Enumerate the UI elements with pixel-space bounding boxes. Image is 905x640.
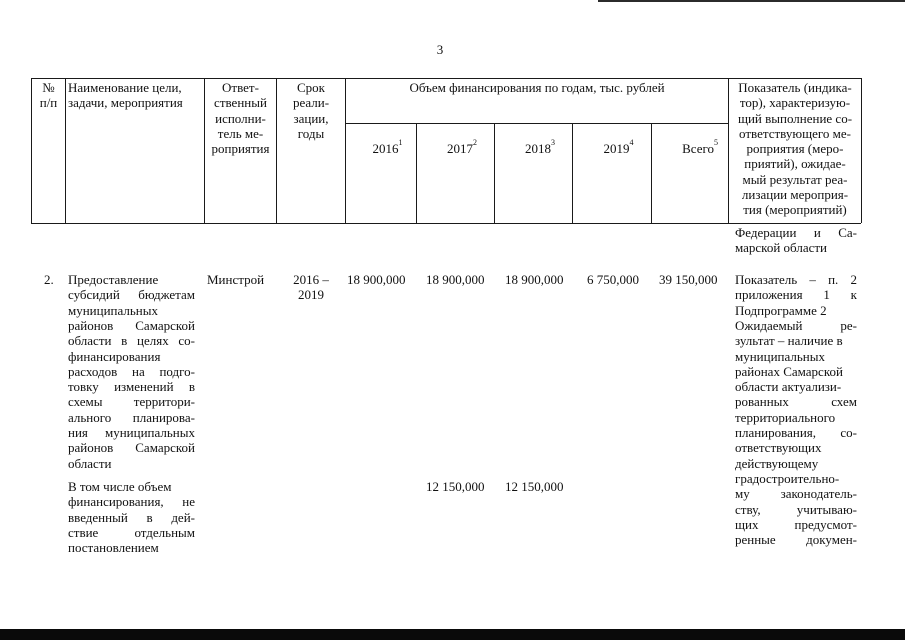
measure-subnote-line: финансирования, не <box>68 494 195 510</box>
top-edge-mark <box>598 0 905 2</box>
carryover-line-2: марской области <box>735 240 827 255</box>
indicator-line: ответствующих <box>735 440 822 456</box>
indicator-line: ренные докумен- <box>735 532 857 548</box>
row-number: 2. <box>44 272 54 287</box>
year-2016: 2016$^1$ <box>372 138 403 157</box>
measure-name-line: товку изменений в <box>68 379 195 395</box>
indicator-line: области актуализи- <box>735 379 842 395</box>
header-num: № п/п <box>39 80 58 111</box>
measure-name-line: районов Самарской <box>68 317 195 333</box>
indicator-line: зультат – наличие в <box>735 333 843 349</box>
measure-name-line: области в целях со- <box>68 333 195 349</box>
indicator-line: территориального <box>735 409 836 425</box>
header-financing: Объем финансирования по годам, тыс. рублей <box>409 80 665 95</box>
value-2019: 6 750,000 <box>587 272 639 287</box>
page-number: 3 <box>436 42 444 57</box>
measure-subnote-line: введенный в дей- <box>68 509 195 525</box>
measure-name-line: районов Самарской <box>68 440 195 456</box>
measure-name-line: ального планирова- <box>68 409 195 425</box>
carryover-line-1: Федерации и Са- <box>735 225 857 240</box>
measure-subnote-line: В том числе объем <box>68 479 172 494</box>
indicator-line: рованных схем <box>735 394 857 410</box>
value-total: 39 150,000 <box>659 272 718 287</box>
scan-bottom-edge <box>0 629 905 640</box>
header-indicator: Показатель (индика- тор), характеризую- щий выполнение со- ответствующего ме- роприятия (меро- приятий), ожидае- мый результат реа- лизации мероприя- тия (мероприятий) <box>737 80 853 218</box>
indicator-line: ству, учитываю- <box>735 501 857 517</box>
measure-subnote-line: ствие отдельным <box>68 524 195 540</box>
indicator-line: планирования, со- <box>735 425 857 440</box>
measure-name-line: финансирования <box>68 348 161 364</box>
sub-value-2018: 12 150,000 <box>505 479 564 494</box>
sub-value-2017: 12 150,000 <box>426 479 485 494</box>
term-start: 2016 – <box>293 272 329 287</box>
measure-name-line: Предоставление <box>68 272 159 287</box>
header-responsible: Ответ- ственный исполни- тель ме- роприятия <box>211 80 270 157</box>
indicator-line: приложения 1 к <box>735 287 857 303</box>
indicator-line: Показатель – п. 2 <box>735 272 857 287</box>
indicator-line: му законодатель- <box>735 486 857 502</box>
header-term: Срок реали- зации, годы <box>292 80 330 141</box>
measure-name-line: области <box>68 455 112 471</box>
year-2018: 2018$^3$ <box>525 138 555 157</box>
indicator-line: Подпрограмме 2 <box>735 302 827 318</box>
indicator-line: действующему <box>735 455 819 471</box>
indicator-line: муниципальных <box>735 348 826 364</box>
measure-name-line: субсидий бюджетам <box>68 287 195 303</box>
year-2019: 2019$^4$ <box>603 138 634 157</box>
indicator-line: градостроительно- <box>735 470 840 486</box>
indicator-line: районах Самарской <box>735 363 843 379</box>
measure-name-line: схемы территори- <box>68 394 195 410</box>
measure-name-line: расходов на подго- <box>68 363 195 379</box>
responsible-executor: Минстрой <box>207 272 265 287</box>
term-end: 2019 <box>298 287 324 302</box>
measure-subnote-line: постановлением <box>68 540 159 556</box>
measure-name-line: муниципальных <box>68 302 159 318</box>
year-total: Всего$^5$ <box>682 138 718 157</box>
header-name: Наименование цели, задачи, мероприятия <box>68 80 183 111</box>
indicator-line: Ожидаемый ре- <box>735 317 857 333</box>
measure-name-line: ния муниципальных <box>68 425 195 440</box>
value-2018: 18 900,000 <box>505 272 564 287</box>
value-2016: 18 900,000 <box>347 272 406 287</box>
value-2017: 18 900,000 <box>426 272 485 287</box>
indicator-line: щих предусмот- <box>735 516 857 532</box>
year-2017: 2017$^2$ <box>447 138 477 157</box>
